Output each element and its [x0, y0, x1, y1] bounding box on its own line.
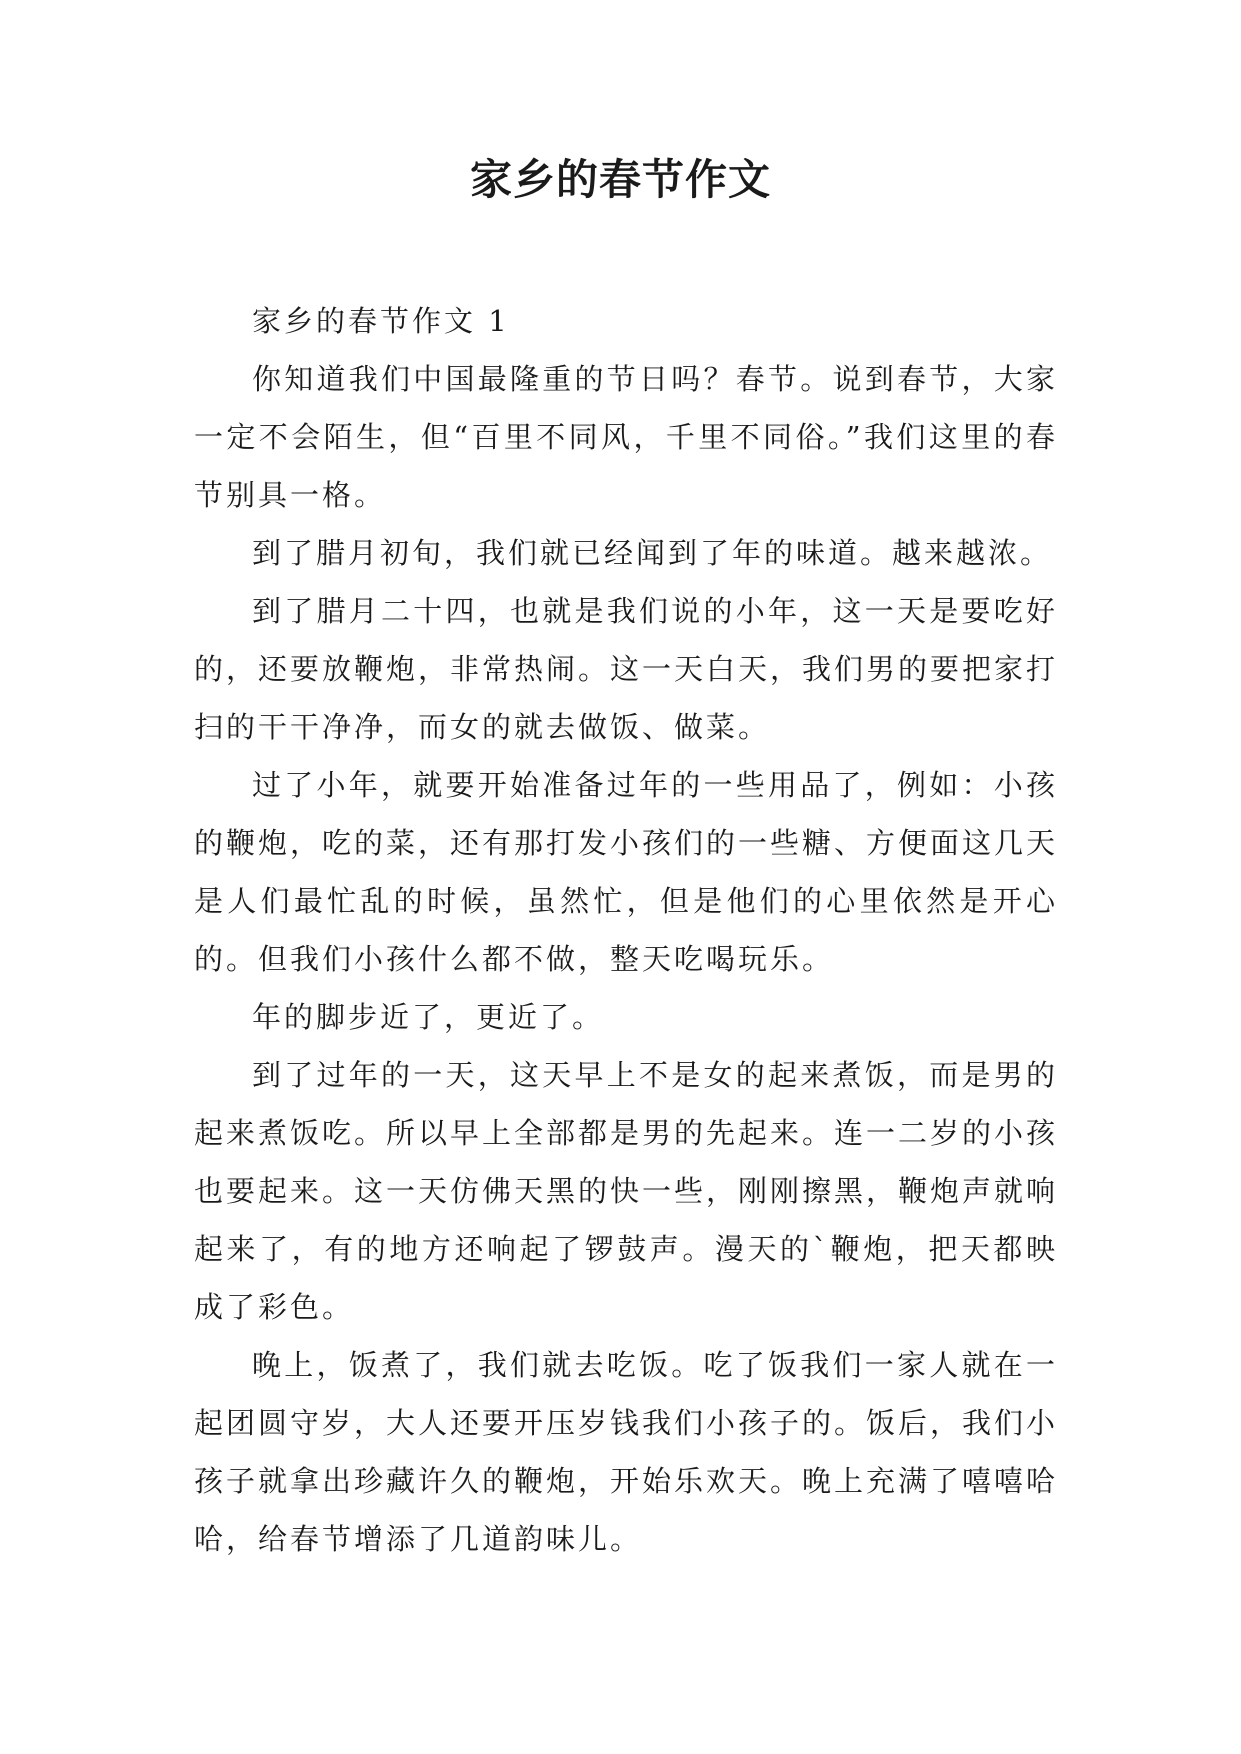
document-body [194, 292, 1058, 1568]
paragraph: 到了腊月初旬，我们就已经闻到了年的味道。越来越浓。 [252, 536, 1053, 570]
paragraph: 晚上，饭煮了，我们就去吃饭。吃了饭我们一家人就在一起团圆守岁，大人还要开压岁钱我们小孩子的。饭后，我们小孩子就拿出珍藏许久的鞭炮，开始乐欢天。晚上充满了嘻嘻哈哈，给春节增添了几道韵味儿。 [194, 1348, 1059, 1556]
section-heading: 家乡的春节作文 1 [252, 304, 510, 338]
document-title: 家乡的春节作文 [469, 155, 771, 204]
paragraph: 年的脚步近了，更近了。 [252, 1000, 605, 1034]
paragraph: 你知道我们中国最隆重的节日吗？春节。说到春节，大家一定不会陌生，但“百里不同风，千里不同俗。”我们这里的春节别具一格。 [194, 362, 1058, 512]
paragraph: 过了小年，就要开始准备过年的一些用品了，例如：小孩的鞭炮，吃的菜，还有那打发小孩们的一些糖、方便面这几天是人们最忙乱的时候，虽然忙，但是他们的心里依然是开心的。但我们小孩什么都不做，整天吃喝玩乐。 [194, 768, 1059, 976]
paragraph: 到了腊月二十四，也就是我们说的小年，这一天是要吃好的，还要放鞭炮，非常热闹。这一天白天，我们男的要把家打扫的干干净净，而女的就去做饭、做菜。 [194, 594, 1059, 744]
paragraph: 到了过年的一天，这天早上不是女的起来煮饭，而是男的起来煮饭吃。所以早上全部都是男的先起来。连一二岁的小孩也要起来。这一天仿佛天黑的快一些，刚刚擦黑，鞭炮声就响起来了，有的地方还响起了锣鼓声。漫天的`鞭炮，把天都映成了彩色。 [194, 1058, 1059, 1324]
